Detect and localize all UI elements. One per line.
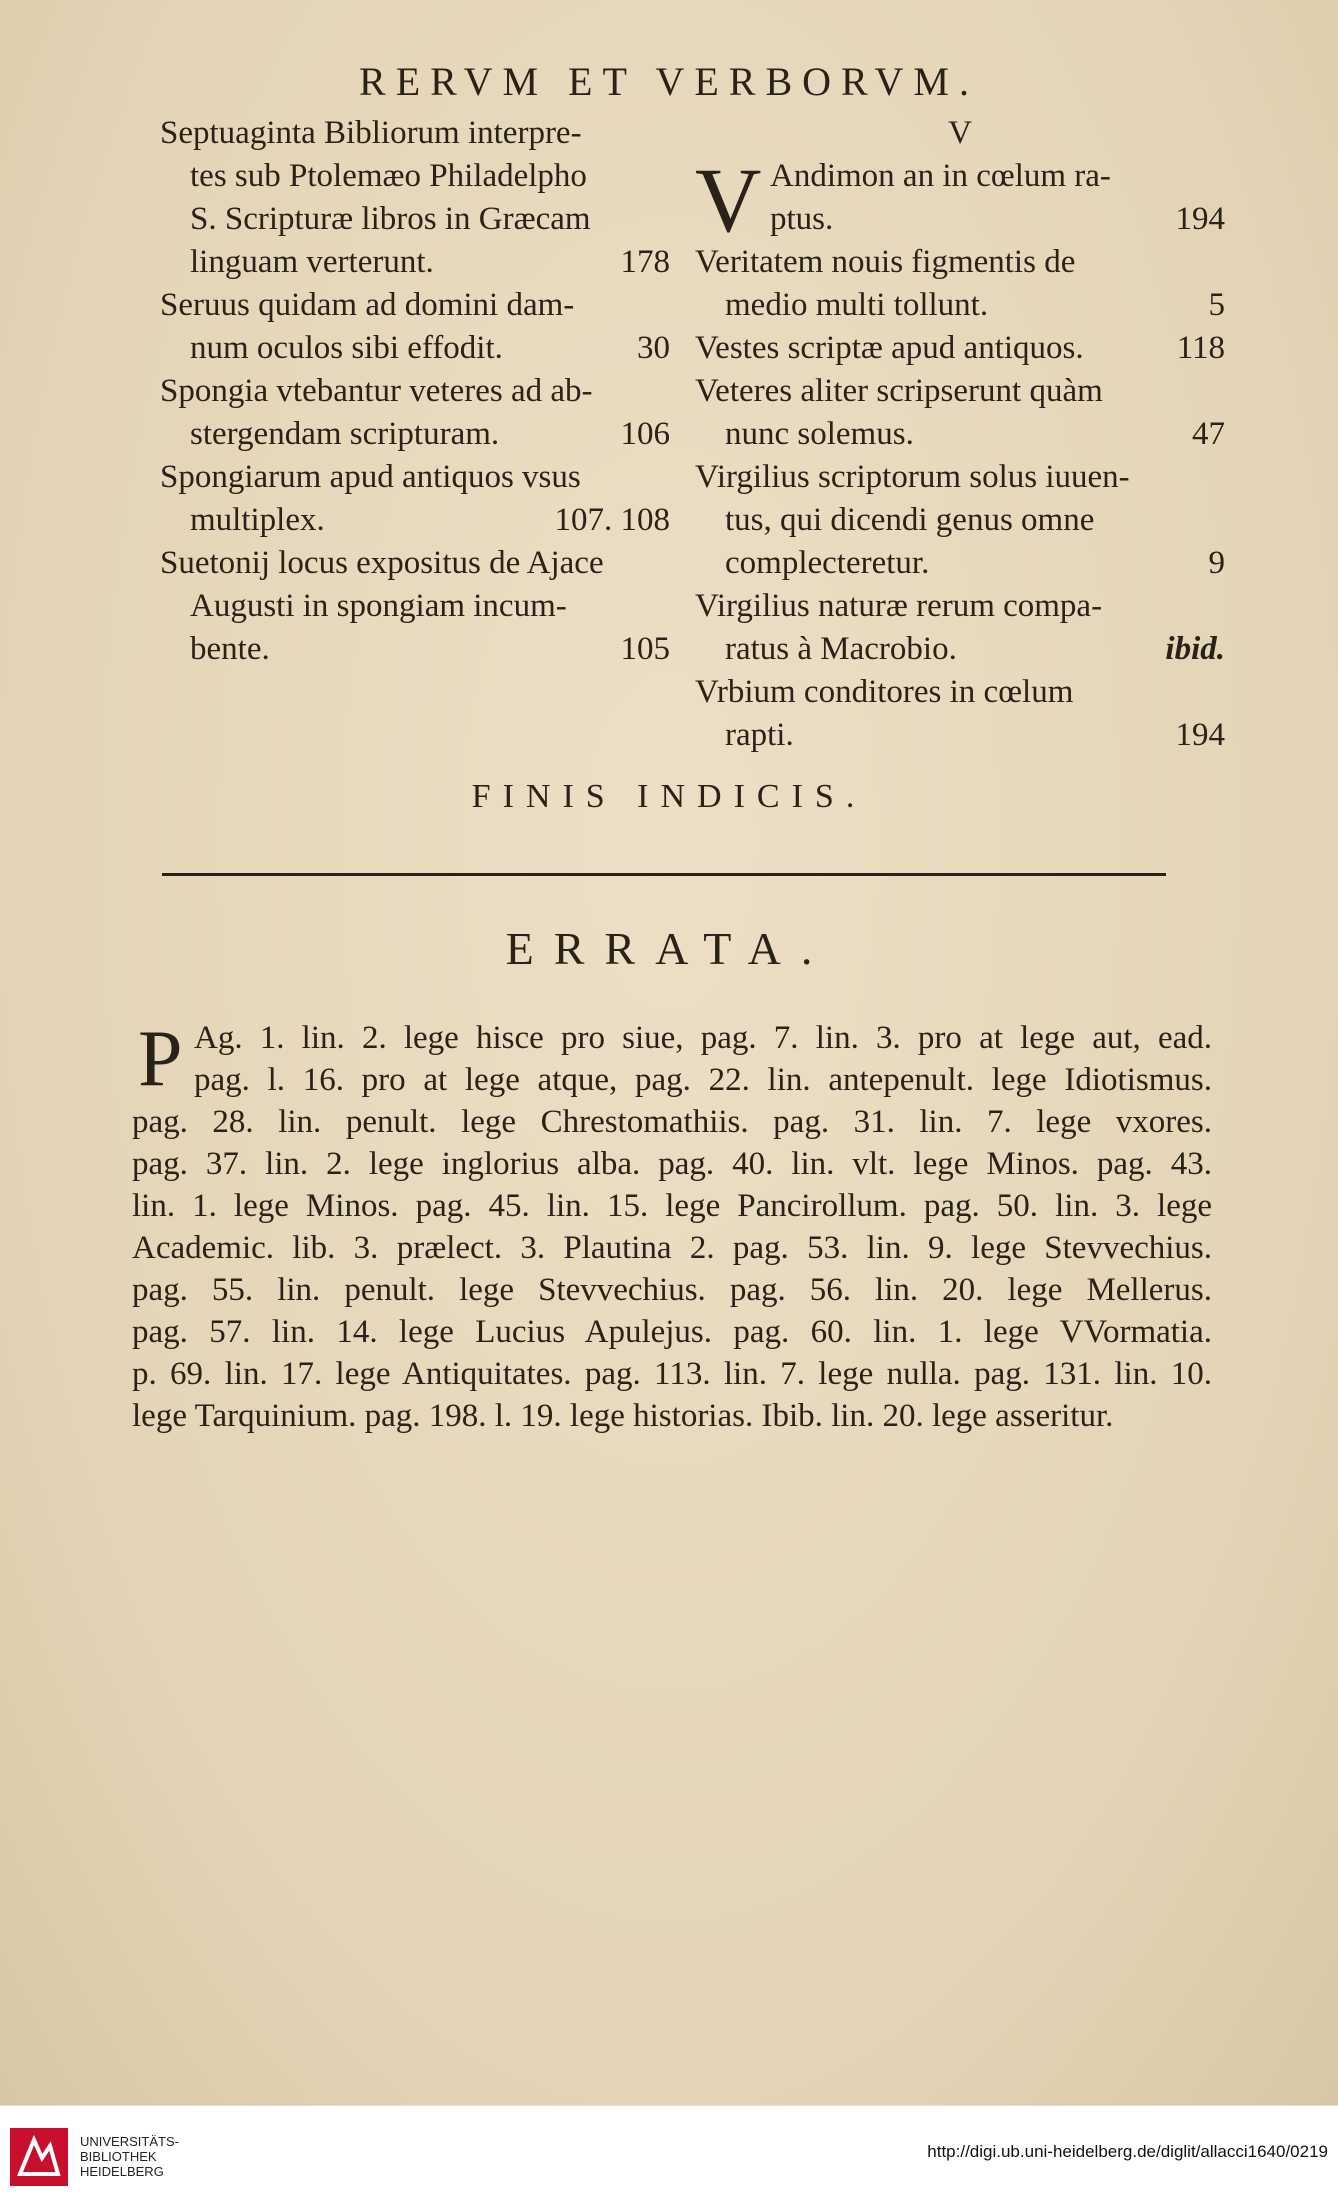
entry-text: medio multi tollunt. xyxy=(725,287,989,323)
index-entry xyxy=(695,456,1225,542)
page-ref: 194 xyxy=(1175,717,1225,753)
drop-cap: P xyxy=(138,1015,183,1103)
viewer-footer xyxy=(0,2105,1338,2208)
page-ref: 107. 108 xyxy=(554,502,670,538)
entry-text: num oculos sibi effodit. xyxy=(190,330,503,366)
entry-line-with-page xyxy=(160,628,670,671)
entry-line: Augusti in spongiam incum- xyxy=(190,588,567,624)
entry-line-with-page xyxy=(695,628,1225,671)
divider-rule xyxy=(162,873,1166,876)
permalink-url[interactable]: http://digi.ub.uni-heidelberg.de/diglit/allacci1640/0219 xyxy=(927,2142,1328,2161)
index-entry xyxy=(695,542,1225,585)
finis-indicis: FINIS INDICIS. xyxy=(471,778,867,815)
index-entry xyxy=(695,671,1225,757)
running-head: RERVM ET VERBORVM. xyxy=(359,59,979,104)
drop-cap: V xyxy=(695,149,762,251)
entry-line-with-page xyxy=(695,198,1225,241)
errata-line: pag. 28. lin. penult. lege Chrestomathiis. pag. 31. lin. 7. lege vxores. xyxy=(132,1104,1212,1140)
entry-line: S. Scripturæ libros in Græcam xyxy=(190,201,591,237)
page-ref: 9 xyxy=(1208,545,1225,581)
page-ref: 30 xyxy=(637,330,670,366)
library-line: UNIVERSITÄTS- xyxy=(80,2134,179,2149)
entry-text: bente. xyxy=(190,631,270,667)
entry-line: Spongia vtebantur veteres ad ab- xyxy=(160,373,593,409)
entry-line-with-page xyxy=(695,714,1225,757)
index-entry xyxy=(695,149,1225,251)
entry-line-with-page xyxy=(695,327,1225,370)
page-ref: 47 xyxy=(1192,416,1225,452)
entry-line xyxy=(695,155,1225,198)
errata-line: Ag. 1. lin. 2. lege hisce pro siue, pag. 7. lin. 3. pro at lege aut, ead. xyxy=(194,1020,1212,1056)
entry-line-with-page xyxy=(695,284,1225,327)
errata-line: pag. l. 16. pro at lege atque, pag. 22. lin. antepenult. lege Idiotismus. xyxy=(194,1062,1212,1098)
errata-line: Academic. lib. 3. prælect. 3. Plautina 2. pag. 53. lin. 9. lege Stevvechius. xyxy=(132,1230,1212,1266)
entry-text: Vestes scriptæ apud antiquos. xyxy=(695,330,1084,366)
entry-text: stergendam scripturam. xyxy=(190,416,500,452)
page-ref: 118 xyxy=(1176,330,1225,366)
entry-line: tus, qui dicendi genus omne xyxy=(725,502,1095,538)
entry-text: multiplex. xyxy=(190,502,325,538)
entry-line-with-page xyxy=(160,327,670,370)
index-entry xyxy=(695,241,1225,327)
library-logo[interactable] xyxy=(10,2116,210,2198)
entry-text: rapti. xyxy=(725,717,794,753)
errata-line: p. 69. lin. 17. lege Antiquitates. pag. 113. lin. 7. lege nulla. pag. 131. lin. 10. xyxy=(132,1356,1212,1392)
errata-block xyxy=(132,1017,1212,1437)
entry-line: Seruus quidam ad domini dam- xyxy=(160,287,575,323)
page-ref: 194 xyxy=(1175,201,1225,237)
index-column-right xyxy=(695,112,1225,757)
entry-text: ratus à Macrobio. xyxy=(725,631,957,667)
index-entry xyxy=(695,327,1225,370)
entry-line: Vrbium conditores in cœlum xyxy=(695,674,1074,710)
errata-line: pag. 57. lin. 14. lege Lucius Apulejus. pag. 60. lin. 1. lege VVormatia. xyxy=(132,1314,1212,1350)
library-line: HEIDELBERG xyxy=(80,2164,164,2179)
page-ref: 178 xyxy=(620,244,670,280)
entry-line: Veritatem nouis figmentis de xyxy=(695,244,1076,280)
section-letter: V xyxy=(948,115,972,151)
entry-text: complecteretur. xyxy=(725,545,930,581)
index-entry xyxy=(160,112,670,198)
entry-line: Virgilius naturæ rerum compa- xyxy=(695,588,1103,624)
entry-text: Andimon an in cœlum ra- xyxy=(770,158,1111,194)
entry-line-with-page xyxy=(695,413,1225,456)
index-entry xyxy=(695,585,1225,671)
entry-text: nunc solemus. xyxy=(725,416,914,452)
entry-line: Suetonij locus expositus de Ajace xyxy=(160,545,604,581)
page-ref: 5 xyxy=(1208,287,1225,323)
index-entry xyxy=(160,284,670,370)
index-entry xyxy=(160,456,670,542)
entry-line: Virgilius scriptorum solus iuuen- xyxy=(695,459,1130,495)
entry-line-with-page xyxy=(695,542,1225,585)
page-ref: ibid. xyxy=(1165,631,1225,667)
errata-line: pag. 55. lin. penult. lege Stevvechius. pag. 56. lin. 20. lege Mellerus. xyxy=(132,1272,1212,1308)
index-entry xyxy=(160,542,670,628)
entry-line-with-page xyxy=(160,241,670,284)
entry-line: Septuaginta Bibliorum interpre- xyxy=(160,115,582,151)
page-ref: 105 xyxy=(620,631,670,667)
errata-heading: ERRATA. xyxy=(505,923,833,974)
index-column-left xyxy=(160,112,670,671)
index-entry xyxy=(160,198,670,284)
entry-line: Veteres aliter scripserunt quàm xyxy=(695,373,1103,409)
entry-text: ptus. xyxy=(770,201,834,237)
library-seal-icon xyxy=(10,2128,68,2186)
library-line: BIBLIOTHEK xyxy=(80,2149,157,2164)
entry-line: tes sub Ptolemæo Philadelpho xyxy=(190,158,587,194)
index-entry xyxy=(160,370,670,456)
entry-line: Spongiarum apud antiquos vsus xyxy=(160,459,581,495)
entry-line-with-page xyxy=(160,499,670,542)
page-ref: 106 xyxy=(620,416,670,452)
errata-line: pag. 37. lin. 2. lege inglorius alba. pag. 40. lin. vlt. lege Minos. pag. 43. xyxy=(132,1146,1212,1182)
library-name xyxy=(80,2134,179,2179)
entry-line-with-page xyxy=(160,413,670,456)
entry-text: linguam verterunt. xyxy=(190,244,434,280)
errata-line: lin. 1. lege Minos. pag. 45. lin. 15. lege Pancirollum. pag. 50. lin. 3. lege xyxy=(132,1188,1212,1224)
index-entry xyxy=(695,370,1225,456)
index-entry xyxy=(160,628,670,671)
errata-line: lege Tarquinium. pag. 198. l. 19. lege historias. Ibib. lin. 20. lege asseritur. xyxy=(132,1398,1114,1434)
